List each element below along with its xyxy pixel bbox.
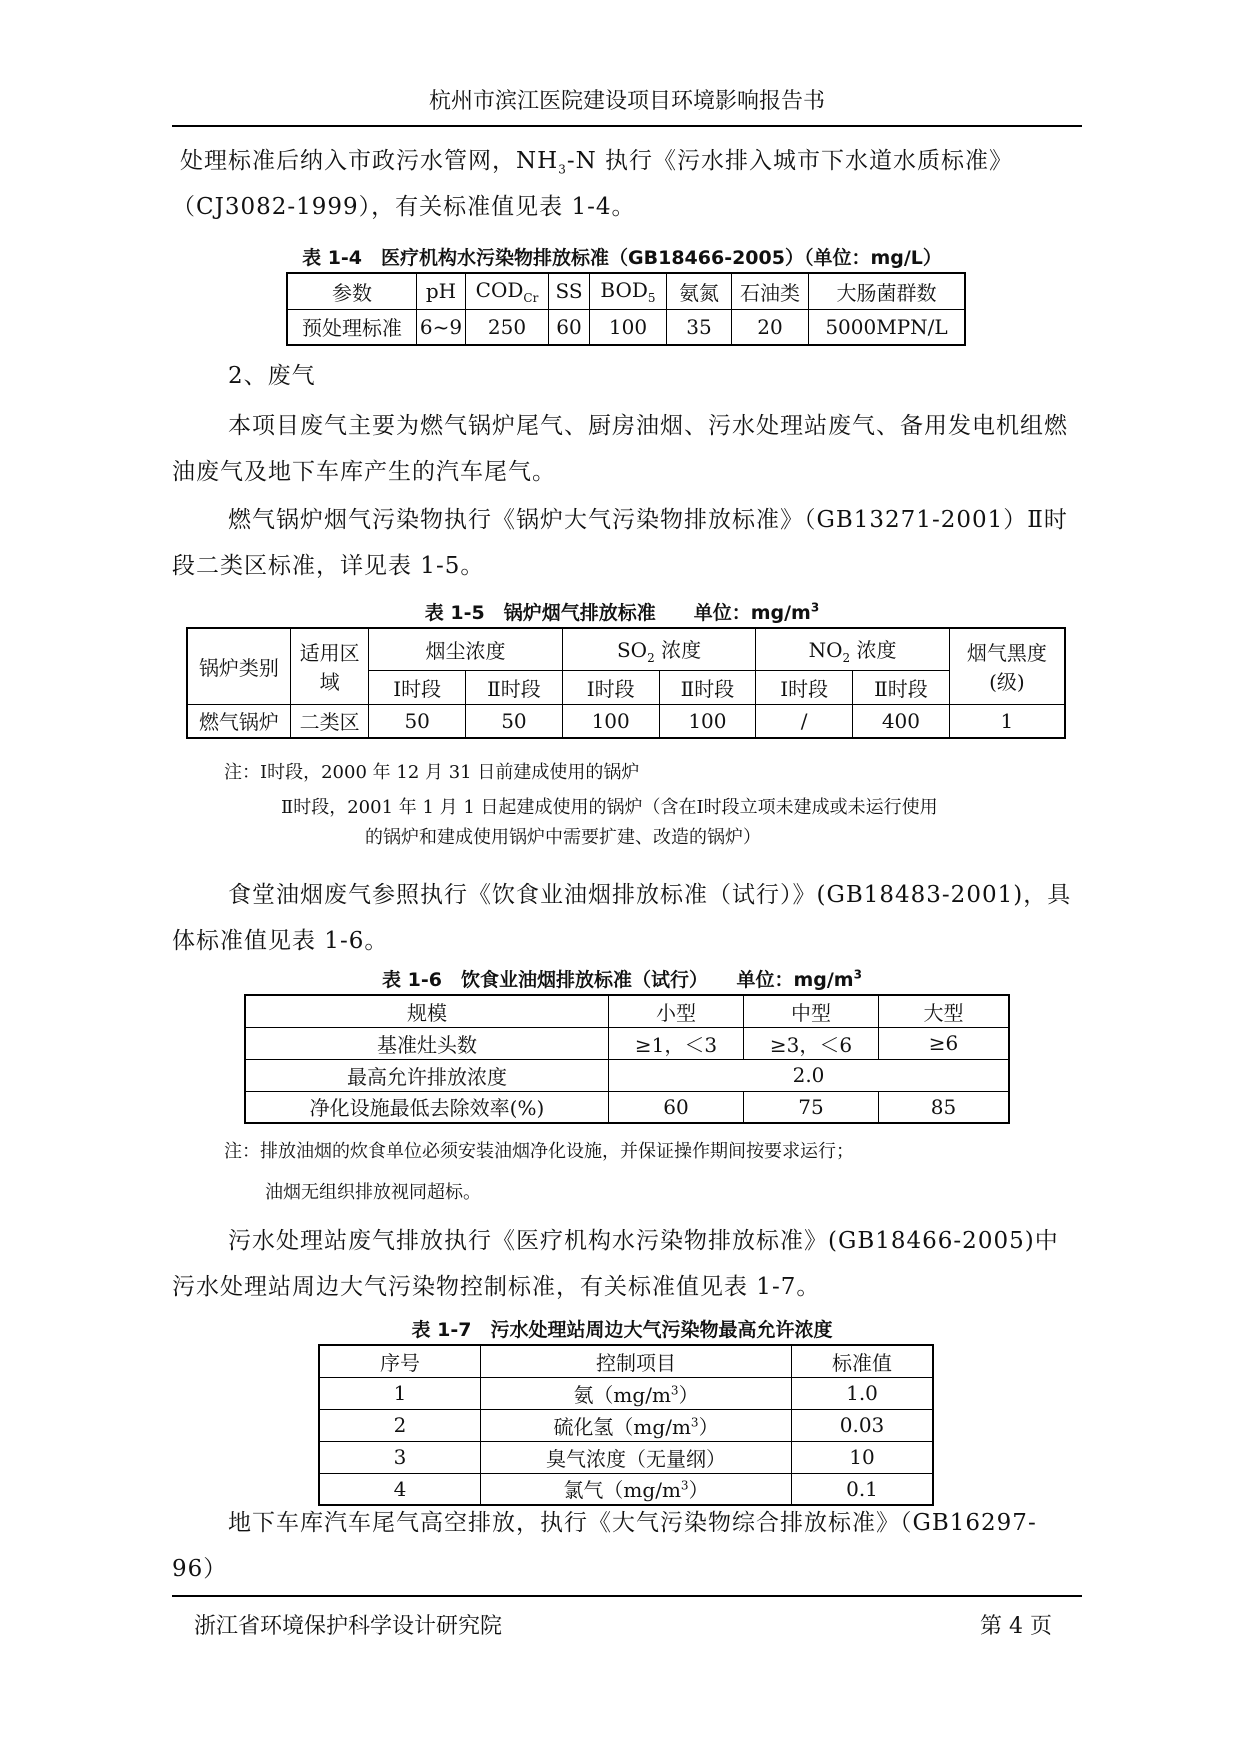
table-row xyxy=(287,309,965,345)
t16-cell: 2.0 xyxy=(609,1059,1010,1091)
t14-cell: 100 xyxy=(590,309,667,345)
t16-header-medium: 中型 xyxy=(744,995,879,1027)
t17-cell: 1.0 xyxy=(792,1377,934,1409)
table-1-5-note-1: 注：Ⅰ时段，2000 年 12 月 31 日前建成使用的锅炉 xyxy=(224,762,640,783)
t15-cell: 1 xyxy=(949,704,1065,738)
t16-cell: ≥6 xyxy=(879,1027,1010,1059)
paragraph-1-line-2: （CJ3082-1999），有关标准值见表 1-4。 xyxy=(172,194,636,220)
table-1-5-note-2: Ⅱ时段，2001 年 1 月 1 日起建成使用的锅炉（含在Ⅰ时段立项未建成或未运行使用 xyxy=(281,797,938,818)
t14-cell: 预处理标准 xyxy=(287,309,417,345)
t14-cell: 6~9 xyxy=(417,309,466,345)
table-row xyxy=(245,1091,1009,1123)
t14-header-bod: $BOD_5$ xyxy=(590,273,667,309)
table-row xyxy=(245,1059,1009,1091)
t15-cell: 燃气锅炉 xyxy=(187,704,290,738)
t16-header-scale: 规模 xyxy=(245,995,609,1027)
t17-cell: 0.1 xyxy=(792,1473,934,1505)
paragraph-1-line-1: 处理标准后纳入市政污水管网，$NH_3-N$ 执行《污水排入城市下水道水质标准》 xyxy=(180,148,1014,177)
section-2-heading: 2、废气 xyxy=(228,363,316,389)
t15-cell: 100 xyxy=(562,704,659,738)
t14-header-coliform: 大肠菌群数 xyxy=(809,273,966,309)
t17-cell: 4 xyxy=(319,1473,481,1505)
t14-cell: 20 xyxy=(732,309,809,345)
t17-cell: 氯气$(mg/m^3)$ xyxy=(481,1473,792,1505)
t16-cell: 最高允许排放浓度 xyxy=(245,1059,609,1091)
table-row xyxy=(187,704,1065,738)
table-row xyxy=(319,1409,933,1441)
t16-cell: ≥1，＜3 xyxy=(609,1027,744,1059)
t15-period-1: Ⅰ时段 xyxy=(369,670,466,704)
table-1-5 xyxy=(186,627,1066,739)
t14-header-cod: $COD_{Cr}$ xyxy=(466,273,549,309)
t15-cell: / xyxy=(756,704,853,738)
t17-cell: 臭气浓度（无量纲） xyxy=(481,1441,792,1473)
t16-cell: 净化设施最低去除效率(%) xyxy=(245,1091,609,1123)
paragraph-4: 食堂油烟废气参照执行《饮食业油烟排放标准（试行）》(GB18483-2001)，具体标准值见表 1-6。 xyxy=(172,882,1072,954)
t14-cell: 250 xyxy=(466,309,549,345)
t17-cell: 3 xyxy=(319,1441,481,1473)
table-1-6 xyxy=(244,994,1010,1124)
table-1-6-note-2: 油烟无组织排放视同超标。 xyxy=(265,1182,481,1203)
t17-cell: 10 xyxy=(792,1441,934,1473)
table-1-6-caption: 表 1-6 饮食业油烟排放标准（试行） 单位：$mg/m^3$ xyxy=(382,967,862,991)
t15-header-dust: 烟尘浓度 xyxy=(369,628,563,670)
t14-header-ph: pH xyxy=(417,273,466,309)
t14-header-ss: SS xyxy=(549,273,590,309)
footer-org: 浙江省环境保护科学设计研究院 xyxy=(194,1614,503,1639)
table-1-5-note-3: 的锅炉和建成使用锅炉中需要扩建、改造的锅炉） xyxy=(365,827,761,848)
t15-header-blackness: 烟气黑度(级) xyxy=(949,628,1065,704)
table-row xyxy=(245,1027,1009,1059)
t15-cell: 50 xyxy=(466,704,563,738)
t15-header-type: 锅炉类别 xyxy=(187,628,290,704)
table-1-7 xyxy=(318,1344,934,1506)
t15-period-2: Ⅱ时段 xyxy=(853,670,950,704)
t17-cell: 1 xyxy=(319,1377,481,1409)
t14-cell: 60 xyxy=(549,309,590,345)
t15-period-1: Ⅰ时段 xyxy=(562,670,659,704)
t16-header-large: 大型 xyxy=(879,995,1010,1027)
page-footer xyxy=(172,1595,1082,1640)
paragraph-6: 地下车库汽车尾气高空排放，执行《大气污染物综合排放标准》（GB16297-96） xyxy=(172,1510,1037,1582)
t16-cell: 85 xyxy=(879,1091,1010,1123)
t14-cell: 5000MPN/L xyxy=(809,309,966,345)
t16-header-small: 小型 xyxy=(609,995,744,1027)
t17-header-no: 序号 xyxy=(319,1345,481,1377)
t16-cell: 基准灶头数 xyxy=(245,1027,609,1059)
table-row xyxy=(319,1441,933,1473)
t17-cell: 硫化氢$(mg/m^3)$ xyxy=(481,1409,792,1441)
t15-header-area: 适用区域 xyxy=(290,628,368,704)
table-1-4-caption: 表 1-4 医疗机构水污染物排放标准（GB18466-2005）（单位：mg/L） xyxy=(302,247,942,269)
paragraph-2: 本项目废气主要为燃气锅炉尾气、厨房油烟、污水处理站废气、备用发电机组燃油废气及地下车库产生的汽车尾气。 xyxy=(172,413,1068,485)
paragraph-5: 污水处理站废气排放执行《医疗机构水污染物排放标准》(GB18466-2005)中污水处理站周边大气污染物控制标准，有关标准值见表 1-7。 xyxy=(172,1228,1059,1300)
t16-cell: 60 xyxy=(609,1091,744,1123)
t15-cell: 二类区 xyxy=(290,704,368,738)
t17-cell: 0.03 xyxy=(792,1409,934,1441)
t17-header-item: 控制项目 xyxy=(481,1345,792,1377)
t17-cell: 氨$(mg/m^3)$ xyxy=(481,1377,792,1409)
table-1-4 xyxy=(286,272,966,346)
t14-header-param: 参数 xyxy=(287,273,417,309)
table-1-6-note-1: 注：排放油烟的炊食单位必须安装油烟净化设施，并保证操作期间按要求运行； xyxy=(224,1141,854,1162)
t16-cell: 75 xyxy=(744,1091,879,1123)
t14-header-oil: 石油类 xyxy=(732,273,809,309)
header-title: 杭州市滨江医院建设项目环境影响报告书 xyxy=(428,89,825,114)
t17-cell: 2 xyxy=(319,1409,481,1441)
t15-period-2: Ⅱ时段 xyxy=(659,670,756,704)
table-1-5-caption: 表 1-5 锅炉烟气排放标准 单位：$mg/m^3$ xyxy=(424,600,820,624)
table-row xyxy=(319,1377,933,1409)
t15-header-so2: $SO_2$ 浓度 xyxy=(562,628,756,670)
t15-cell: 400 xyxy=(853,704,950,738)
t15-period-1: Ⅰ时段 xyxy=(756,670,853,704)
t15-header-no2: $NO_2$ 浓度 xyxy=(756,628,950,670)
paragraph-3: 燃气锅炉烟气污染物执行《锅炉大气污染物排放标准》（GB13271-2001）Ⅱ时段二类区标准，详见表 1-5。 xyxy=(172,507,1068,579)
t15-cell: 100 xyxy=(659,704,756,738)
page-header xyxy=(172,84,1082,127)
t15-cell: 50 xyxy=(369,704,466,738)
t16-cell: ≥3，＜6 xyxy=(744,1027,879,1059)
page-number: 第 4 页 xyxy=(980,1614,1052,1639)
table-1-7-caption: 表 1-7 污水处理站周边大气污染物最高允许浓度 xyxy=(411,1319,833,1341)
t14-cell: 35 xyxy=(667,309,732,345)
t17-header-value: 标准值 xyxy=(792,1345,934,1377)
t14-header-ammonia: 氨氮 xyxy=(667,273,732,309)
t15-period-2: Ⅱ时段 xyxy=(466,670,563,704)
